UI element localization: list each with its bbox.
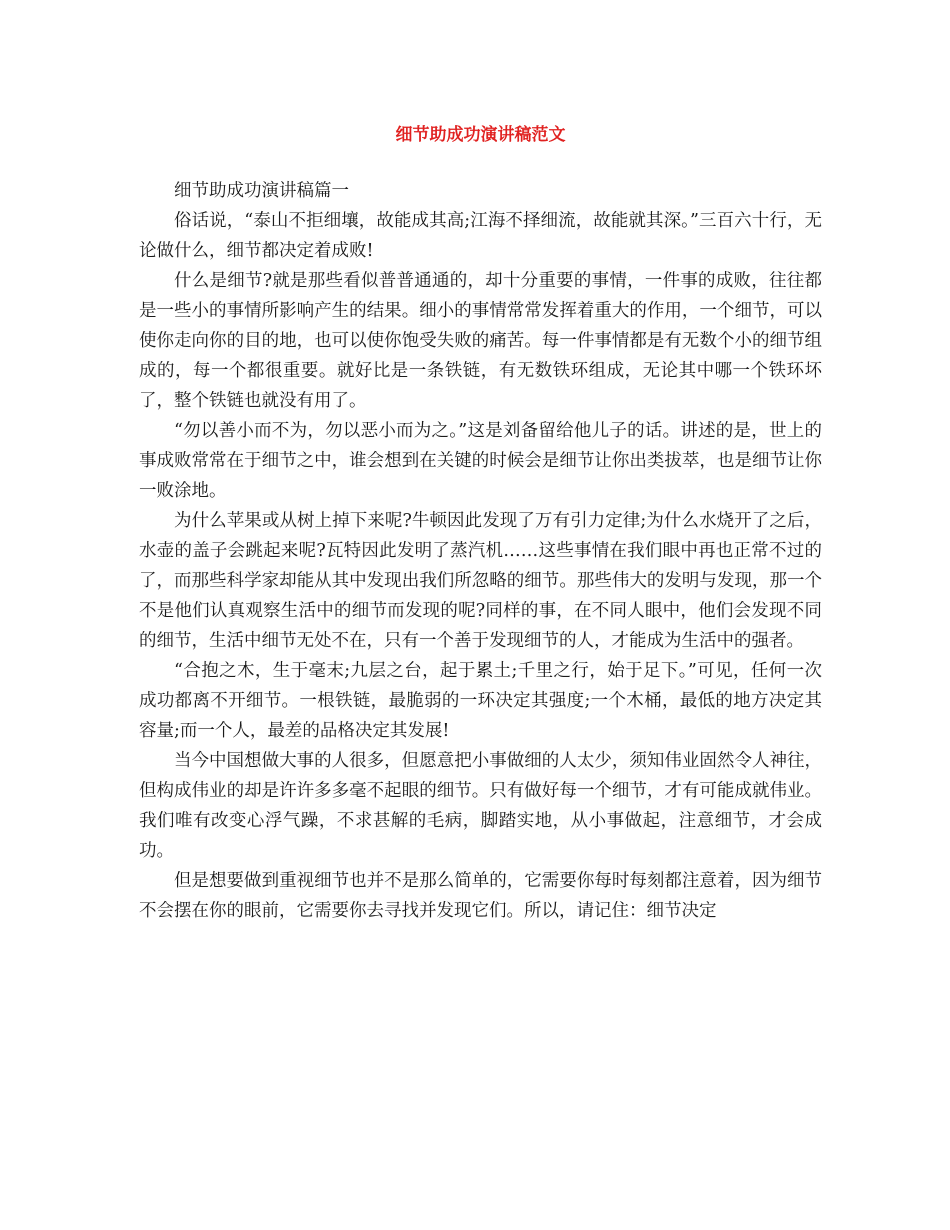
document-title: 细节助成功演讲稿范文 bbox=[395, 125, 566, 145]
paragraph-3: “勿以善小而不为，勿以恶小而为之。”这是刘备留给他儿子的话。讲述的是，世上的事成败常常在于细节之中，谁会想到在关键的时候会是细节让你出类拔萃，也是细节让你一败涂地。 bbox=[139, 421, 822, 501]
paragraph-5: “合抱之木，生于毫末;九层之台，起于累土;千里之行，始于足下。”可见，任何一次成功都离不开细节。一根铁链，最脆弱的一环决定其强度;一个木桶，最低的地方决定其容量;而一个人，最差的品格决定其发展! bbox=[139, 661, 822, 741]
paragraph-1: 俗话说，“泰山不拒细壤，故能成其高;江海不择细流，故能就其深。”三百六十行，无论做什么，细节都决定着成败! bbox=[139, 211, 822, 261]
paragraph-4: 为什么苹果或从树上掉下来呢?牛顿因此发现了万有引力定律;为什么水烧开了之后，水壶的盖子会跳起来呢?瓦特因此发明了蒸汽机……这些事情在我们眼中再也正常不过的了，而那些科学家却能从其中发现出我们所忽略的细节。那些伟大的发明与发现，那一个不是他们认真观察生活中的细节而发现的呢?同样的事，在不同人眼中，他们会发现不同的细节，生活中细节无处不在，只有一个善于发现细节的人，才能成为生活中的强者。 bbox=[139, 511, 822, 651]
paragraph-2: 什么是细节?就是那些看似普普通通的，却十分重要的事情，一件事的成败，往往都是一些小的事情所影响产生的结果。细小的事情常常发挥着重大的作用，一个细节，可以使你走向你的目的地，也可以使你饱受失败的痛苦。每一件事情都是有无数个小的细节组成的，每一个都很重要。就好比是一条铁链，有无数铁环组成，无论其中哪一个铁环坏了，整个铁链也就没有用了。 bbox=[139, 271, 822, 411]
paragraph-7: 但是想要做到重视细节也并不是那么简单的，它需要你每时每刻都注意着，因为细节不会摆在你的眼前，它需要你去寻找并发现它们。所以，请记住：细节决定 bbox=[139, 871, 822, 921]
section-title: 细节助成功演讲稿篇一 bbox=[174, 181, 349, 201]
paragraph-6: 当今中国想做大事的人很多，但愿意把小事做细的人太少，须知伟业固然令人神往，但构成伟业的却是许许多多毫不起眼的细节。只有做好每一个细节，才有可能成就伟业。我们唯有改变心浮气躁，不求甚解的毛病，脚踏实地，从小事做起，注意细节，才会成功。 bbox=[139, 751, 822, 861]
